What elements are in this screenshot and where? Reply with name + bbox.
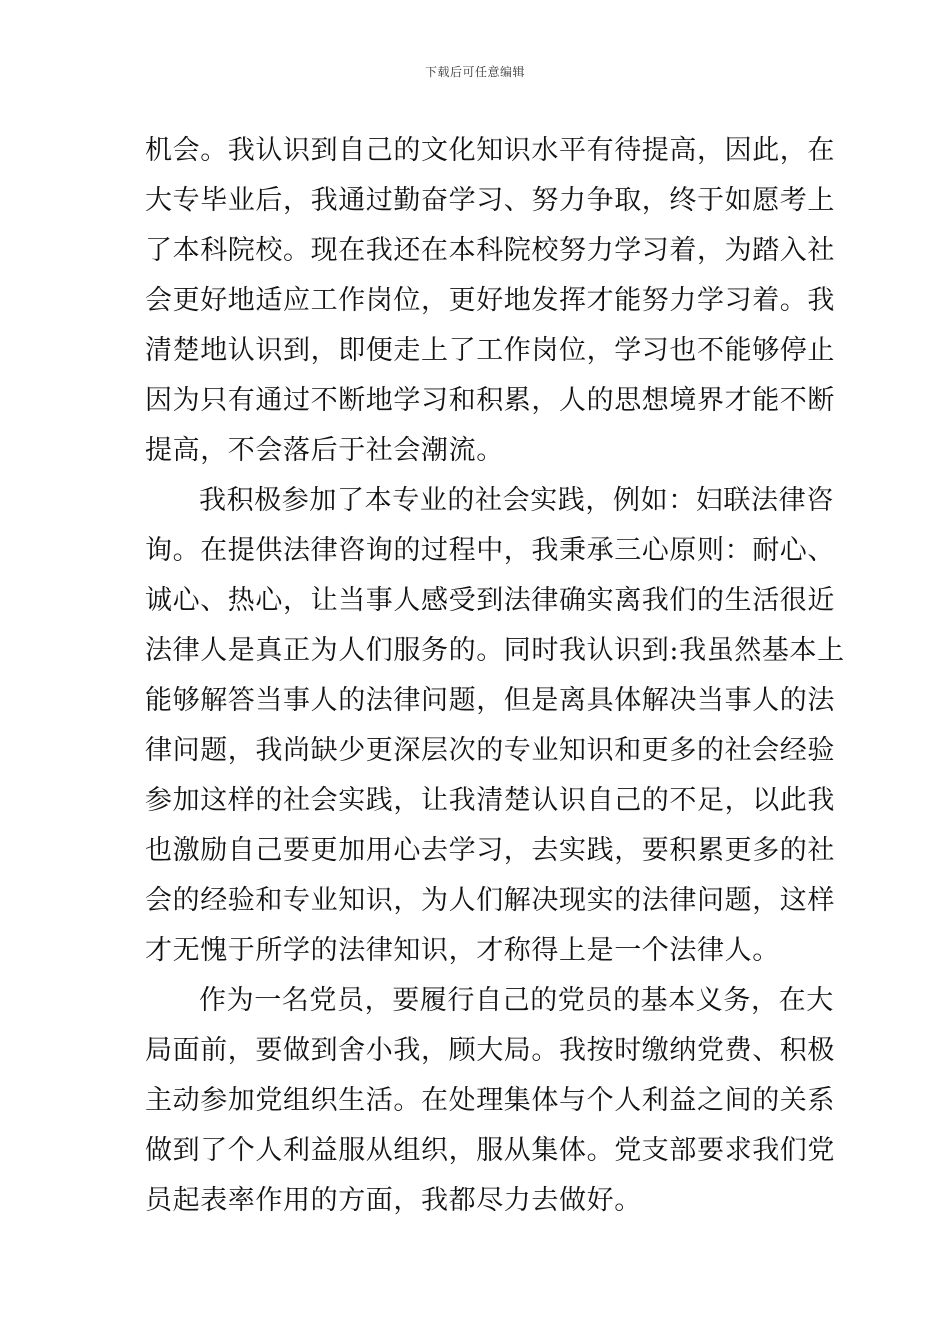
text-line: 提高，不会落后于社会潮流。 <box>145 435 504 466</box>
text-line: 员起表率作用的方面，我都尽力去做好。 <box>145 1185 642 1216</box>
body-text <box>145 126 845 1226</box>
text-line: 做到了个人利益服从组织，服从集体。党支部要求我们党 <box>145 1135 835 1166</box>
text-line: 局面前，要做到舍小我，顾大局。我按时缴纳党费、积极 <box>145 1035 835 1066</box>
page-header: 下载后可任意编辑 <box>424 65 525 79</box>
text-line: 也激励自己要更加用心去学习，去实践，要积累更多的社 <box>145 835 835 866</box>
paragraph-start: 我积极参加了本专业的社会实践，例如：妇联法律咨 <box>199 485 834 516</box>
text-line: 大专毕业后，我通过勤奋学习、努力争取，终于如愿考上 <box>145 185 835 216</box>
text-line: 会的经验和专业知识，为人们解决现实的法律问题，这样 <box>145 885 835 916</box>
text-line: 机会。我认识到自己的文化知识水平有待提高，因此，在 <box>145 135 835 166</box>
text-line: 因为只有通过不断地学习和积累，人的思想境界才能不断 <box>145 385 835 416</box>
text-line: 诚心、热心，让当事人感受到法律确实离我们的生活很近 <box>145 585 835 616</box>
text-line: 法律人是真正为人们服务的。同时我认识到:我虽然基本上 <box>145 635 845 666</box>
text-line: 主动参加党组织生活。在处理集体与个人利益之间的关系 <box>145 1085 835 1116</box>
text-line: 会更好地适应工作岗位，更好地发挥才能努力学习着。我 <box>145 285 835 316</box>
text-line: 了本科院校。现在我还在本科院校努力学习着，为踏入社 <box>145 235 835 266</box>
paragraph-start: 作为一名党员，要履行自己的党员的基本义务，在大 <box>199 985 834 1016</box>
text-line: 能够解答当事人的法律问题，但是离具体解决当事人的法 <box>145 685 835 716</box>
text-line: 参加这样的社会实践，让我清楚认识自己的不足，以此我 <box>145 785 835 816</box>
text-line: 才无愧于所学的法律知识，才称得上是一个法律人。 <box>145 935 780 966</box>
text-line: 清楚地认识到，即便走上了工作岗位，学习也不能够停止 <box>145 335 835 366</box>
text-line: 询。在提供法律咨询的过程中，我秉承三心原则：耐心、 <box>145 535 835 566</box>
text-line: 律问题，我尚缺少更深层次的专业知识和更多的社会经验 <box>145 735 835 766</box>
